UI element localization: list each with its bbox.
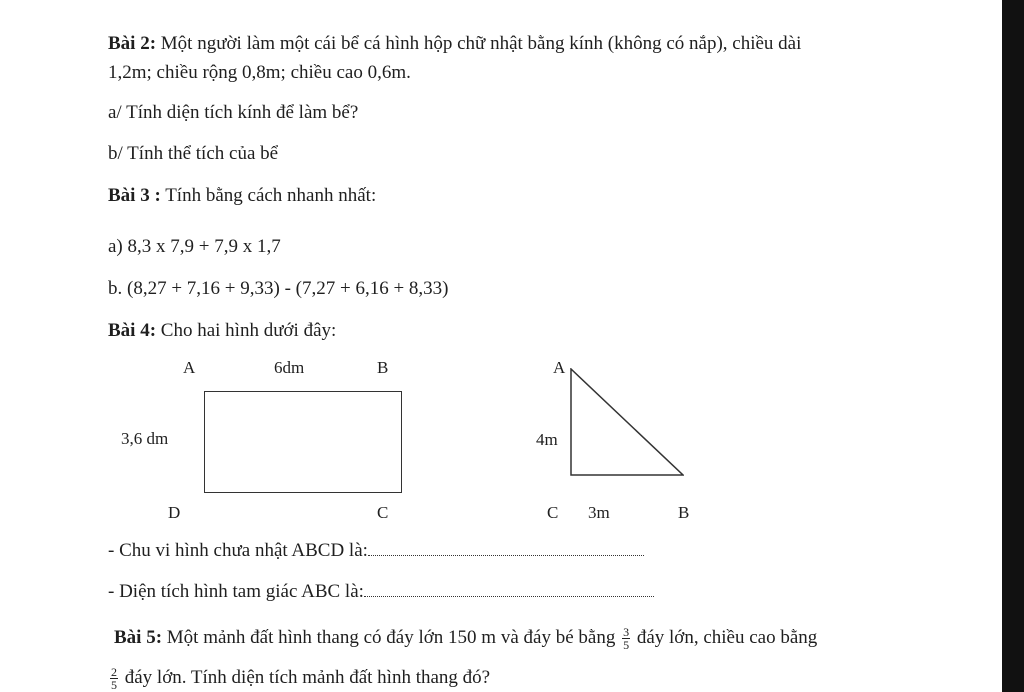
bai4-question1	[108, 540, 644, 562]
rect-vertex-c: C	[377, 503, 389, 522]
rect-vertex-a: A	[183, 358, 196, 377]
rect-top-length: 6dm	[274, 358, 305, 377]
bai4-intro-line	[108, 320, 336, 342]
frac2-numerator: 2	[111, 665, 117, 679]
bai3-part-b: b. (8,27 + 7,16 + 9,33) - (7,27 + 6,16 + 8,33)	[108, 278, 449, 299]
rect-vertex-d: D	[168, 503, 181, 522]
rect-side-length: 3,6 dm	[121, 429, 169, 448]
bai2-text: Một người làm một cái bể cá hình hộp chữ nhật bằng kính (không có nắp), chiều dài	[156, 33, 802, 54]
tri-side-ac: 4m	[536, 430, 558, 449]
bai4-heading: Bài 4:	[108, 320, 157, 341]
bai5-text2: đáy lớn, chiều cao bằng	[632, 626, 818, 648]
answer-line-1[interactable]	[368, 541, 644, 556]
bai3-heading: Bài 3 :	[108, 185, 161, 206]
bai2-heading: Bài 2:	[108, 33, 157, 54]
frac1-numerator: 3	[623, 625, 630, 639]
bai2-part-a: a/ Tính diện tích kính để làm bể?	[108, 102, 359, 123]
tri-vertex-a: A	[553, 358, 566, 377]
bai2-part-b: b/ Tính thể tích của bể	[108, 143, 279, 164]
question2-text: - Diện tích hình tam giác ABC là:	[108, 581, 364, 602]
rect-vertex-b: B	[377, 358, 389, 377]
bai2-line2: 1,2m; chiều rộng 0,8m; chiều cao 0,6m.	[108, 62, 411, 83]
triangle-abc	[570, 368, 684, 476]
tri-vertex-b: B	[678, 503, 690, 522]
bai5-heading: Bài 5:	[114, 626, 163, 648]
tri-vertex-c: C	[547, 503, 559, 522]
answer-line-2[interactable]	[364, 582, 654, 597]
bai5-text3: đáy lớn. Tính diện tích mảnh đất hình thang đó?	[120, 666, 491, 688]
bai4-intro: Cho hai hình dưới đây:	[156, 320, 337, 341]
bai4-question2	[108, 581, 654, 603]
bai3-intro: Tính bằng cách nhanh nhất:	[160, 185, 377, 206]
fraction-three-fifths	[622, 626, 630, 651]
fraction-two-fifths	[110, 666, 118, 691]
frac1-denominator: 5	[623, 638, 630, 652]
rectangle-abcd	[204, 391, 402, 493]
bai5-text1: Một mảnh đất hình thang có đáy lớn 150 m và đáy bé bằng	[162, 626, 621, 648]
tri-side-cb: 3m	[588, 503, 610, 522]
frac2-denominator: 5	[111, 678, 117, 692]
bai3-intro-line	[108, 185, 376, 207]
bai5-line2	[108, 666, 490, 691]
bai5-line1	[114, 626, 817, 651]
bai3-part-a: a) 8,3 x 7,9 + 7,9 x 1,7	[108, 236, 281, 257]
bai2-line1	[108, 33, 801, 55]
dark-edge	[1002, 0, 1024, 692]
question1-text: - Chu vi hình chưa nhật ABCD là:	[108, 540, 368, 561]
